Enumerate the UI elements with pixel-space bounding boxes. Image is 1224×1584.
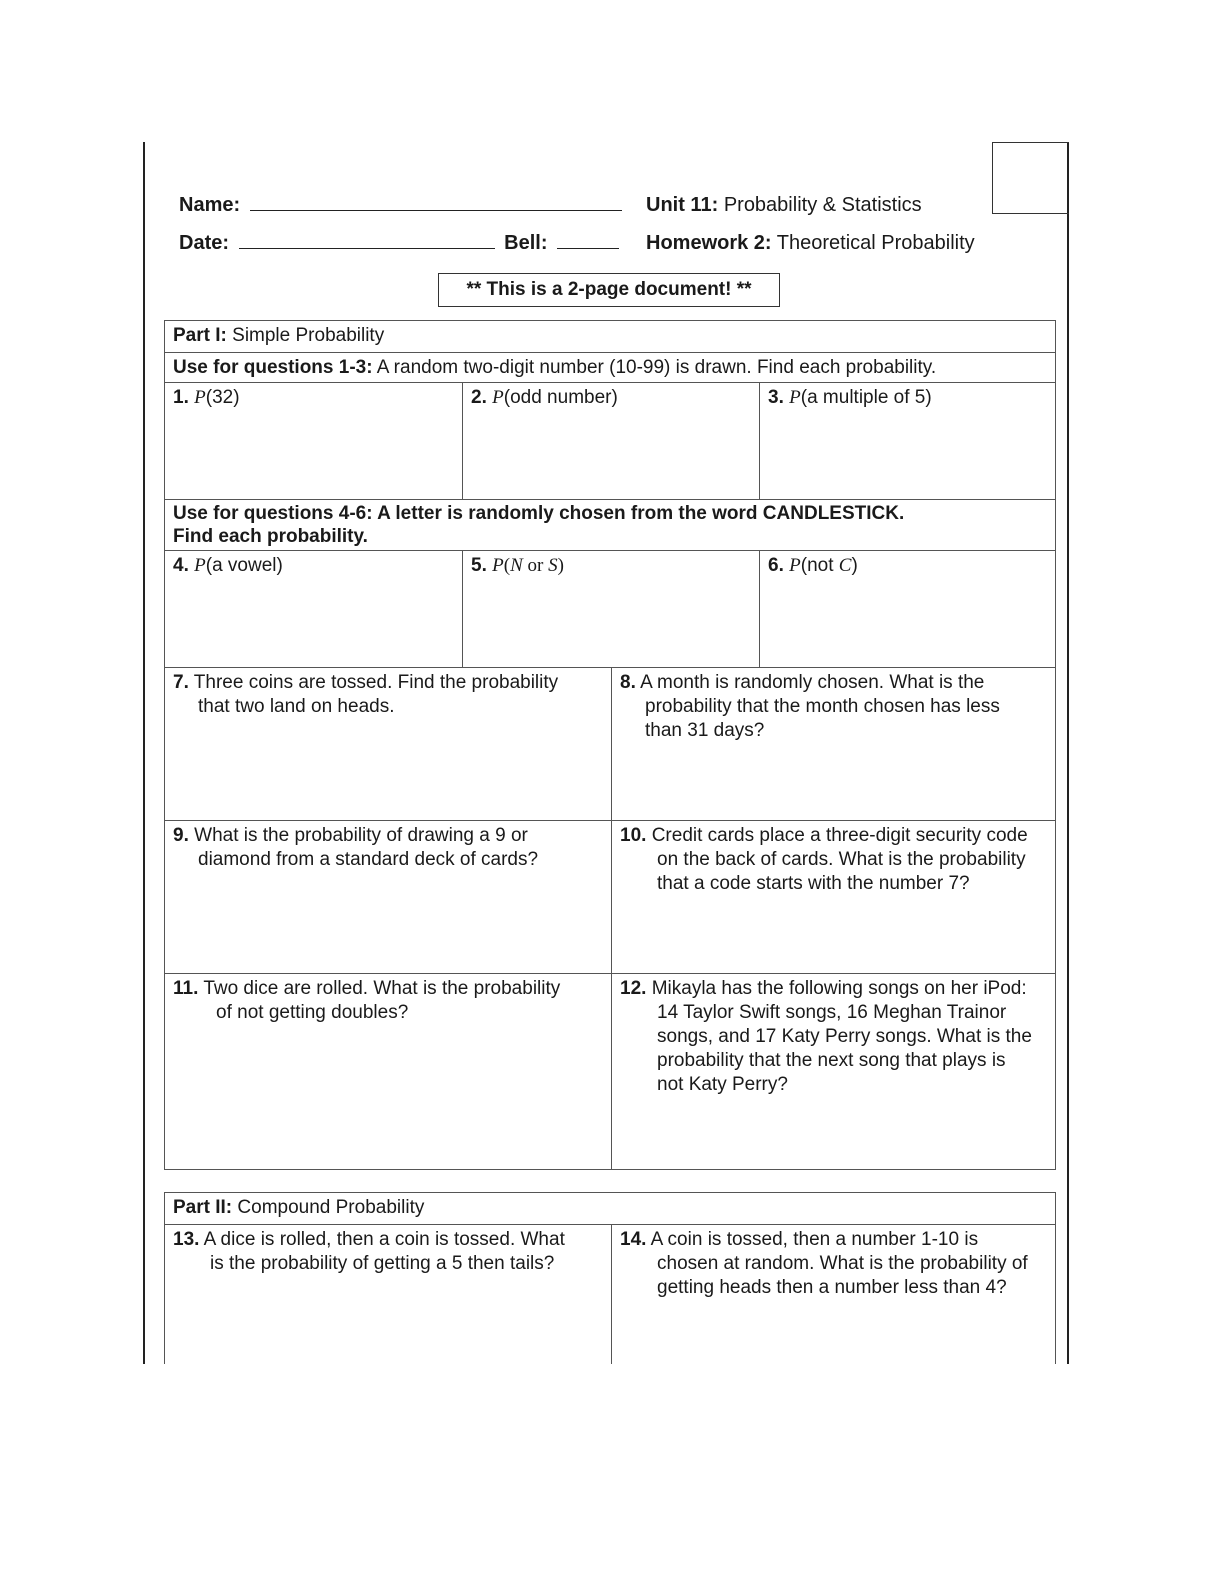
score-box <box>992 142 1069 214</box>
question-12-line3: songs, and 17 Katy Perry songs. What is the <box>657 1026 1032 1047</box>
questions-4-6-row <box>165 550 1055 667</box>
question-7-line2: that two land on heads. <box>198 696 395 717</box>
question-10-line1: Credit cards place a three-digit security code <box>651 825 1028 846</box>
question-10-line3: that a code starts with the number 7? <box>657 873 970 894</box>
set1-text: A random two-digit number (10-99) is drawn. Find each probability. <box>376 357 937 378</box>
question-8-line1: A month is randomly chosen. What is the <box>640 672 985 693</box>
name-label: Name: <box>179 194 241 216</box>
question-10-line2: on the back of cards. What is the probability <box>657 849 1026 870</box>
name-field[interactable] <box>179 194 622 217</box>
part2-heading-row <box>165 1193 1055 1224</box>
question-9-line2: diamond from a standard deck of cards? <box>198 849 539 870</box>
part2-heading <box>165 1193 1055 1224</box>
questions-11-12-row <box>165 973 1055 1169</box>
question-5-cell[interactable] <box>462 551 759 667</box>
question-7-cell[interactable] <box>165 668 611 820</box>
question-2-number: 2. <box>471 387 487 408</box>
question-13-line1: A dice is rolled, then a coin is tossed. What <box>203 1229 565 1250</box>
set2-instruction <box>165 500 1055 550</box>
question-3-number: 3. <box>768 387 784 408</box>
question-1-cell[interactable] <box>165 383 462 499</box>
question-11-line2: of not getting doubles? <box>216 1002 409 1023</box>
homework-heading <box>646 232 975 255</box>
date-label: Date: <box>179 232 230 254</box>
part1-heading <box>165 321 1055 352</box>
question-6-number: 6. <box>768 555 784 576</box>
question-8-line3: than 31 days? <box>645 720 765 741</box>
question-2-p: P <box>492 387 504 408</box>
set2-instruction-row <box>165 499 1055 550</box>
question-11-cell[interactable] <box>165 974 611 1169</box>
part1-heading-row <box>165 321 1055 352</box>
questions-7-8-row <box>165 667 1055 820</box>
homework-title: Theoretical Probability <box>776 232 975 254</box>
question-6-p: P <box>789 555 801 576</box>
question-4-p: P <box>194 555 206 576</box>
date-field[interactable] <box>179 232 619 255</box>
question-4-cell[interactable] <box>165 551 462 667</box>
question-7-line1: Three coins are tossed. Find the probability <box>193 672 559 693</box>
question-1-number: 1. <box>173 387 189 408</box>
date-blank[interactable] <box>239 232 495 249</box>
two-page-notice: ** This is a 2-page document! ** <box>438 273 780 307</box>
part2-label: Part II: <box>173 1197 233 1218</box>
question-5-p: P <box>492 555 504 576</box>
question-6-cell[interactable] <box>759 551 1055 667</box>
homework-label: Homework 2: <box>646 232 772 254</box>
question-8-line2: probability that the month chosen has less <box>645 696 1000 717</box>
question-4-arg: (a vowel) <box>205 555 283 576</box>
unit-label: Unit 11: <box>646 194 719 216</box>
question-6-open: (not <box>800 555 839 576</box>
question-2-arg: (odd number) <box>503 387 618 408</box>
question-14-number: 14. <box>620 1229 647 1250</box>
question-5-var-b: S <box>548 555 558 576</box>
unit-title: Probability & Statistics <box>723 194 922 216</box>
part2-title: Compound Probability <box>237 1197 425 1218</box>
question-5-number: 5. <box>471 555 487 576</box>
question-1-p: P <box>194 387 206 408</box>
question-3-arg: (a multiple of 5) <box>800 387 932 408</box>
question-3-cell[interactable] <box>759 383 1055 499</box>
question-14-line2: chosen at random. What is the probability of <box>657 1253 1028 1274</box>
set2-text-line1: Use for questions 4-6: A letter is randomly chosen from the word CANDLESTICK. <box>173 503 905 524</box>
question-14-line1: A coin is tossed, then a number 1-10 is <box>650 1229 979 1250</box>
part1-label: Part I: <box>173 325 227 346</box>
question-8-cell[interactable] <box>611 668 1055 820</box>
question-10-cell[interactable] <box>611 821 1055 973</box>
question-9-number: 9. <box>173 825 189 846</box>
question-7-number: 7. <box>173 672 189 693</box>
question-9-cell[interactable] <box>165 821 611 973</box>
question-6-close: ) <box>851 555 858 576</box>
set1-instruction-row <box>165 352 1055 382</box>
questions-9-10-row <box>165 820 1055 973</box>
question-5-close: ) <box>557 555 564 576</box>
set2-text-line2: Find each probability. <box>173 526 368 547</box>
part2-table <box>164 1192 1056 1392</box>
question-5-open: ( <box>503 555 511 576</box>
question-4-number: 4. <box>173 555 189 576</box>
question-12-number: 12. <box>620 978 647 999</box>
name-blank[interactable] <box>250 194 622 211</box>
scan-bottom-margin <box>0 1364 1224 1584</box>
question-10-number: 10. <box>620 825 647 846</box>
question-5-var-a: N <box>510 555 523 576</box>
bell-label: Bell: <box>504 232 548 254</box>
page-left-border <box>143 142 145 1364</box>
question-9-line1: What is the probability of drawing a 9 or <box>194 825 528 846</box>
question-12-line2: 14 Taylor Swift songs, 16 Meghan Trainor <box>657 1002 1007 1023</box>
questions-1-3-row <box>165 382 1055 499</box>
question-5-mid: or <box>522 555 549 576</box>
question-12-line5: not Katy Perry? <box>657 1074 788 1095</box>
question-12-line1: Mikayla has the following songs on her iPod: <box>651 978 1027 999</box>
question-11-line1: Two dice are rolled. What is the probability <box>203 978 561 999</box>
page-right-border <box>1067 142 1069 1364</box>
question-13-line2: is the probability of getting a 5 then tails? <box>210 1253 555 1274</box>
set1-instruction <box>165 353 1055 382</box>
question-12-cell[interactable] <box>611 974 1055 1169</box>
question-8-number: 8. <box>620 672 636 693</box>
bell-blank[interactable] <box>557 232 619 249</box>
question-13-number: 13. <box>173 1229 200 1250</box>
question-12-line4: probability that the next song that plays is <box>657 1050 1006 1071</box>
question-2-cell[interactable] <box>462 383 759 499</box>
question-3-p: P <box>789 387 801 408</box>
question-11-number: 11. <box>173 978 199 999</box>
question-1-arg: (32) <box>205 387 240 408</box>
question-6-var: C <box>838 555 852 576</box>
part1-title: Simple Probability <box>232 325 385 346</box>
set1-label: Use for questions 1-3: <box>173 357 373 378</box>
question-14-line3: getting heads then a number less than 4? <box>657 1277 1007 1298</box>
unit-heading <box>646 194 922 217</box>
part1-table <box>164 320 1056 1170</box>
